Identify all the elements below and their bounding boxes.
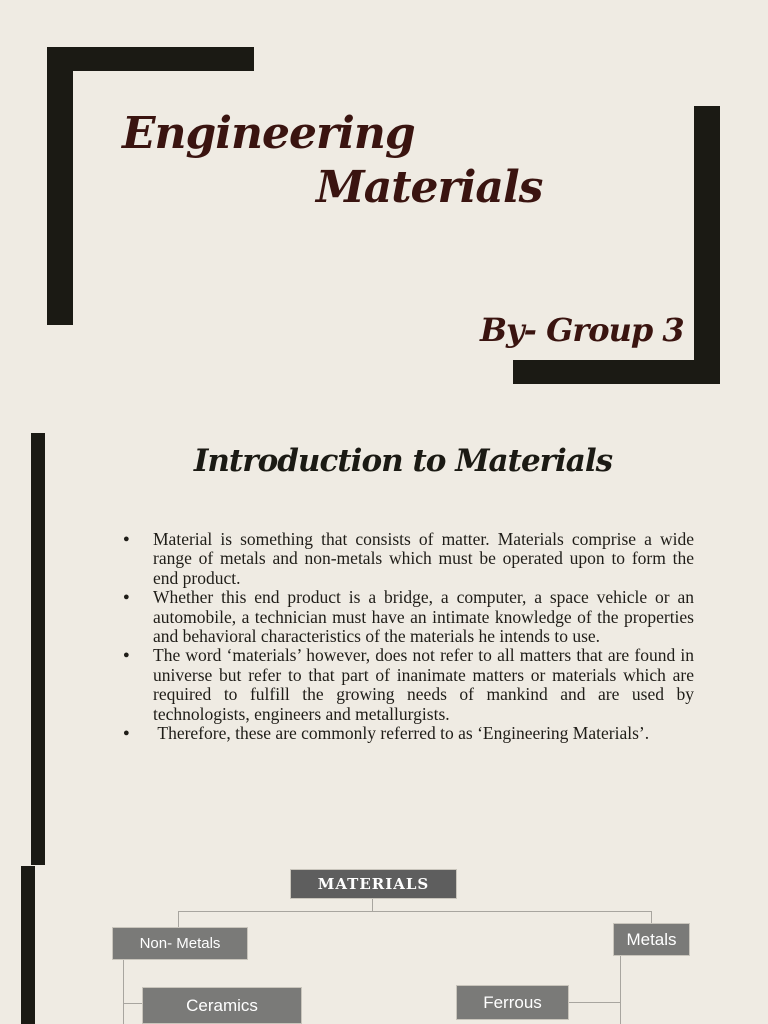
node-ceramics: Ceramics [142, 987, 302, 1024]
connector-left-trunk [123, 960, 124, 1024]
bullet-item: ● The word ‘materials’ however, does not refer to all matters that are found in universe but refer to that part of inanimate matters or materials which are required to fulfill the growing needs of mankind and are used by technologists, engineers and metallurgists. [153, 646, 694, 724]
node-ferrous: Ferrous [456, 985, 569, 1020]
bullet-item: ● Therefore, these are commonly referred to as ‘Engineering Materials’. [153, 724, 694, 743]
bullet-item: ● Material is something that consists of matter. Materials comprise a wide range of metals and non-metals which must be operated upon to form the end product. [153, 530, 694, 588]
frame-top-left-vertical [47, 47, 73, 325]
node-materials: MATERIALS [290, 869, 457, 899]
connector-left-child [123, 1003, 142, 1004]
slide2-left-bar [31, 433, 45, 865]
connector-horizontal [178, 911, 651, 912]
connector-right-trunk [620, 956, 621, 1024]
byline: By- Group 3 [480, 311, 684, 349]
connector-right-child [569, 1002, 620, 1003]
connector-left-drop [178, 911, 179, 927]
bullet-item: ● Whether this end product is a bridge, a computer, a space vehicle or an automobile, a technician must have an intimate knowledge of the properties and behavioral characteristics of the materials he intends to use. [153, 588, 694, 646]
node-non-metals: Non- Metals [112, 927, 248, 960]
title-line-1: Engineering [122, 108, 415, 159]
connector-root-stem [372, 899, 373, 911]
connector-right-drop [651, 911, 652, 923]
section-heading: Introduction to Materials [193, 443, 613, 479]
frame-bottom-right-vertical [694, 106, 720, 384]
frame-bottom-right-horizontal [513, 360, 720, 384]
bullet-list [153, 530, 694, 743]
title-line-2: Materials [316, 162, 543, 213]
node-metals: Metals [613, 923, 690, 956]
slide3-left-bar [21, 866, 35, 1024]
frame-top-left-horizontal [47, 47, 254, 71]
